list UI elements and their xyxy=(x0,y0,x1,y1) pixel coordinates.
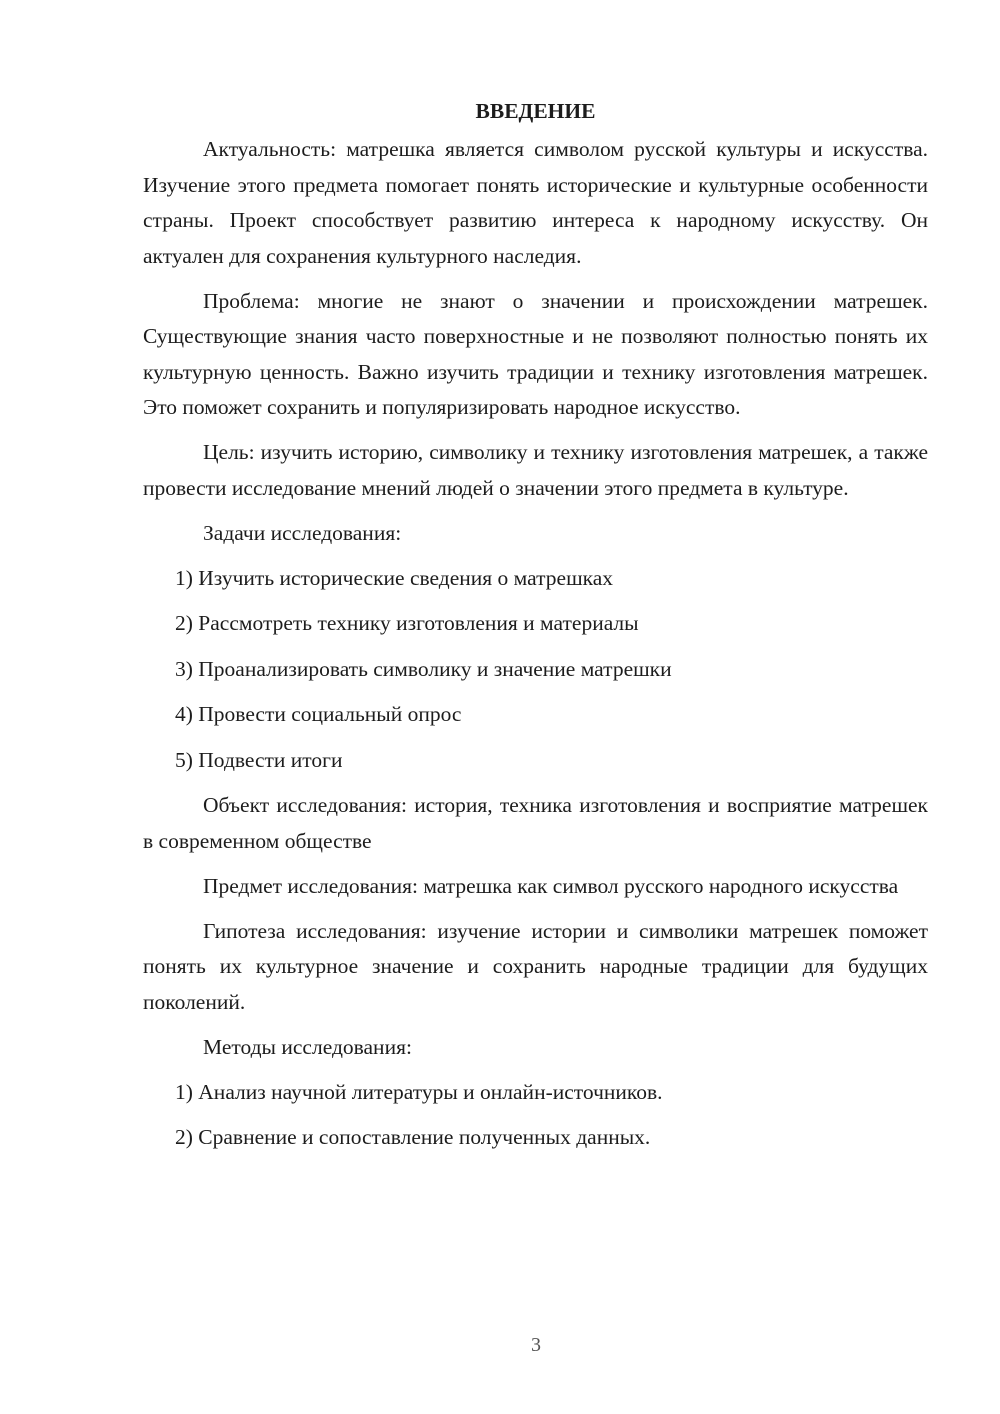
list-item: 2) Сравнение и сопоставление полученных данных. xyxy=(175,1125,651,1149)
list-item: 2) Рассмотреть технику изготовления и материалы xyxy=(175,611,639,635)
page-number: 3 xyxy=(531,1334,541,1356)
section-title: ВВЕДЕНИЕ xyxy=(475,99,596,123)
tasks-list xyxy=(143,561,928,779)
list-item: 5) Подвести итоги xyxy=(175,747,343,772)
relevance-paragraph: Актуальность: матрешка является символом русской культуры и искусства. Изучение этого предмета помогает понять исторические и культурные особенности страны. Проект способствует развитию интереса к народному искусству. Он актуален для сохранения культурного наследия. xyxy=(143,137,928,268)
list-item: 1) Анализ научной литературы и онлайн-источников. xyxy=(175,1079,663,1104)
list-item: 1) Изучить исторические сведения о матрешках xyxy=(175,565,614,590)
hypothesis-paragraph: Гипотеза исследования: изучение истории и символики матрешек поможет понять их культурное значение и сохранить народные традиции для будущих поколений. xyxy=(143,918,928,1014)
object-paragraph: Объект исследования: история, техника изготовления и восприятие матрешек в современном обществе xyxy=(143,793,928,853)
list-item: 3) Проанализировать символику и значение матрешки xyxy=(175,656,672,681)
methods-list xyxy=(143,1075,928,1156)
page-content xyxy=(143,96,928,1166)
subject-paragraph: Предмет исследования: матрешка как символ русского народного искусства xyxy=(203,873,899,898)
goal-paragraph: Цель: изучить историю, символику и технику изготовления матрешек, а также провести исследование мнений людей о значении этого предмета в культуре. xyxy=(143,440,928,500)
methods-label: Методы исследования: xyxy=(203,1034,412,1059)
list-item: 4) Провести социальный опрос xyxy=(175,702,462,726)
tasks-label: Задачи исследования: xyxy=(203,520,402,545)
problem-paragraph: Проблема: многие не знают о значении и происхождении матрешек. Существующие знания часто поверхностные и не позволяют полностью понять их культурную ценность. Важно изучить традиции и технику изготовления матрешек. Это поможет сохранить и популяризировать народное искусство. xyxy=(143,288,928,419)
